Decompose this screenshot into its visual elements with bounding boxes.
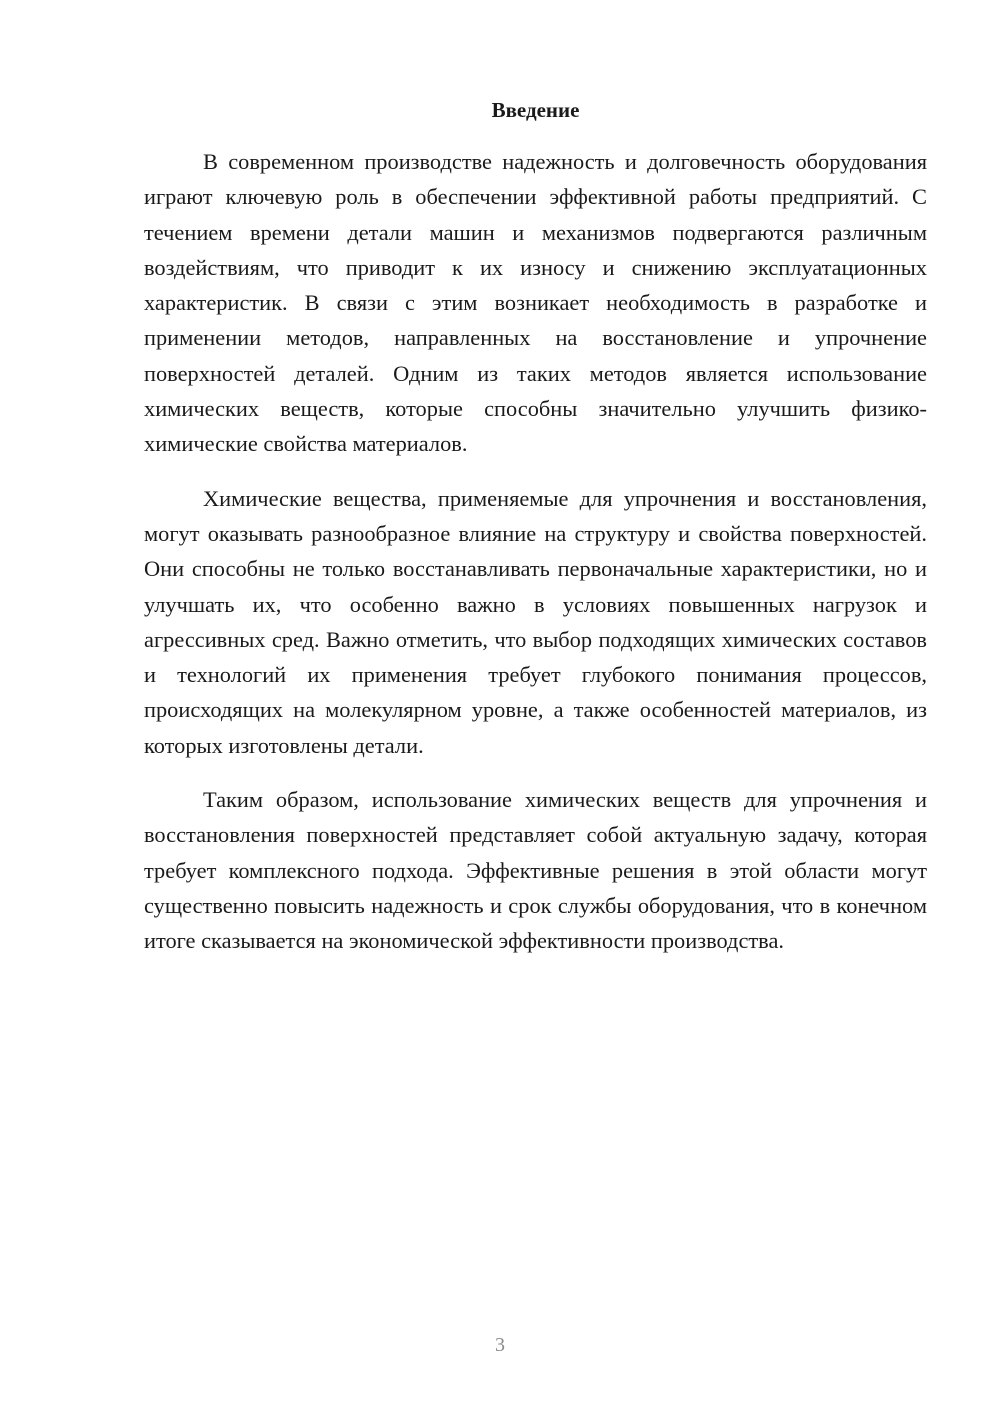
paragraph-2: Химические вещества, применяемые для упрочнения и восстановления, могут оказывать разнообразное влияние на структуру и свойства поверхностей. Они способны не только восстанавливать первоначальные характеристики, но и улучшать их, что особенно важно в условиях повышенных нагрузок и агрессивных сред. Важно отметить, что выбор подходящих химических составов и технологий их применения требует глубокого понимания процессов, происходящих на молекулярном уровне, а также особенностей материалов, из которых изготовлены детали. [144, 485, 927, 758]
paragraph-1: В современном производстве надежность и долговечность оборудования играют ключевую роль в обеспечении эффективной работы предприятий. С течением времени детали машин и механизмов подвергаются различным воздействиям, что приводит к их износу и снижению эксплуатационных характеристик. В связи с этим возникает необходимость в разработке и применении методов, направленных на восстановление и упрочнение поверхностей деталей. Одним из таких методов является использование химических веществ, которые способны значительно улучшить физико-химические свойства материалов. [144, 149, 927, 457]
paragraph-3: Таким образом, использование химических веществ для упрочнения и восстановления поверхностей представляет собой актуальную задачу, которая требует комплексного подхода. Эффективные решения в этой области могут существенно повысить надежность и срок службы оборудования, что в конечном итоге сказывается на экономической эффективности производства. [144, 787, 927, 954]
page-number: 3 [495, 1334, 505, 1356]
section-title: Введение [491, 98, 580, 122]
document-page [144, 92, 927, 978]
